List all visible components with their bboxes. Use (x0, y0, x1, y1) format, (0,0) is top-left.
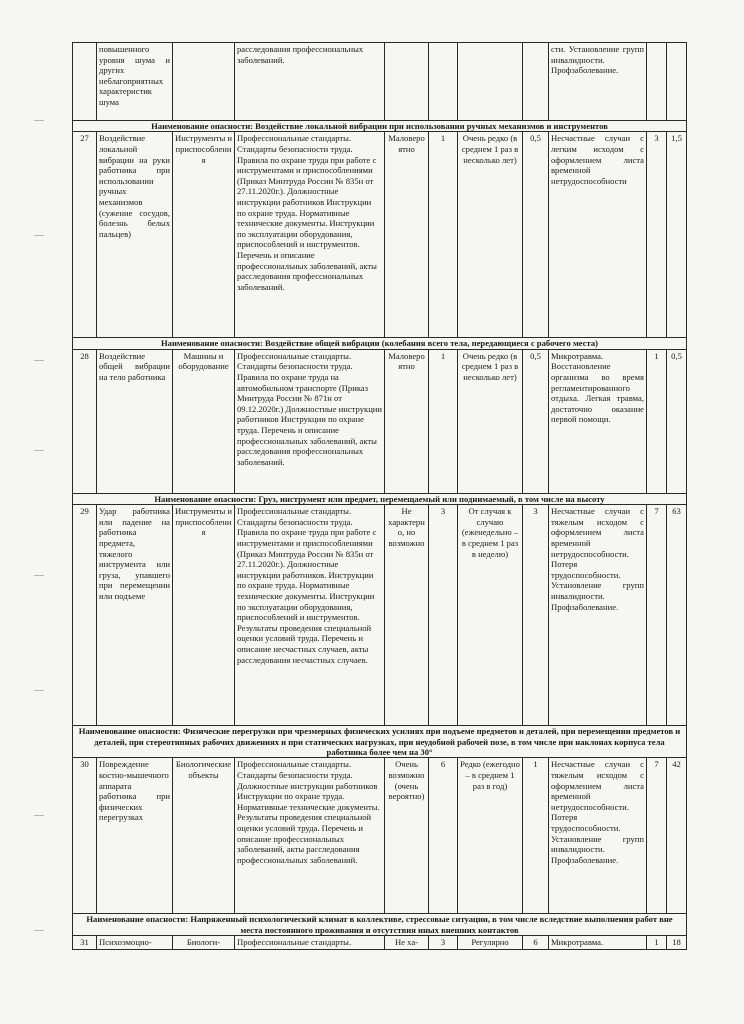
hazard-description: повышенного уровня шума и других неблагоприятных характеристик шума (97, 43, 173, 121)
frequency-score: 0,5 (523, 349, 549, 493)
control-measures: Профессиональные стандарты. Стандарты безопасности труда. Должностные инструкции работников Инструкции по охране труда. Нормативные технические документы. Результаты проведения специальной оценки условий труда. Перечень и описание профессиональных заболеваний, акты расследования профессиональных заболеваний. (235, 758, 385, 914)
control-measures: Профессиональные стандарты. (235, 936, 385, 950)
consequences: сти. Установление групп инвалидности. Профзаболевание. (549, 43, 647, 121)
control-measures: Профессиональные стандарты. Стандарты безопасности труда. Правила по охране труда на автомобильном транспорте (Приказ Минтруда России № 871н от 09.12.2020г.) Должностные инструкции работников Инструкции по охране труда. Перечень и описание профессиональных заболеваний, акты расследования профессиональных заболеваний. (235, 349, 385, 493)
hazard-section-heading (73, 726, 687, 758)
hazard-object (173, 43, 235, 121)
probability-score: 1 (429, 349, 458, 493)
probability-text: Маловероятно (385, 132, 429, 338)
probability-text: Маловероятно (385, 349, 429, 493)
hazard-section-heading (73, 493, 687, 504)
consequences: Несчастные случаи с легким исходом с оформлением листа временной нетрудоспособности (549, 132, 647, 338)
hazard-object: Инструменты и приспособления (173, 505, 235, 726)
probability-score: 3 (429, 505, 458, 726)
consequences: Несчастные случаи с тяжелым исходом с оформлением листа временной нетрудоспособности. Потеря трудоспособности. Установление групп инвалидности. Профзаболевание. (549, 758, 647, 914)
risk-score: 63 (667, 505, 687, 726)
risk-score: 42 (667, 758, 687, 914)
frequency-text: От случая к случаю (еженедельно – в среднем 1 раз в неделю) (458, 505, 523, 726)
probability-text: Очень возможно (очень вероятно) (385, 758, 429, 914)
hazard-section-heading (73, 914, 687, 936)
probability-score (429, 43, 458, 121)
hazard-description: Воздействие общей вибрации на тело работника (97, 349, 173, 493)
risk-score: 1,5 (667, 132, 687, 338)
row-number (73, 43, 97, 121)
hazard-section-heading-text: Наименование опасности: Физические перегрузки при чрезмерных физических усилиях при подъеме предметов и деталей, при перемещении предметов и деталей, при стереотипных рабочих движениях и при статических нагрузках, при неудобной рабочей позе, в том числе при наклонах корпуса тела работника более чем на 30° (73, 726, 687, 758)
table-row (73, 43, 687, 121)
frequency-text: Очень редко (в среднем 1 раз в несколько лет) (458, 132, 523, 338)
margin-mark (34, 690, 44, 691)
probability-text: Не ха- (385, 936, 429, 950)
consequences: Микротравма. (549, 936, 647, 950)
risk-score: 0,5 (667, 349, 687, 493)
hazard-section-heading-text: Наименование опасности: Воздействие общей вибрации (колебания всего тела, передающиеся с рабочего места) (73, 338, 687, 349)
hazard-section-heading-text: Наименование опасности: Воздействие локальной вибрации при использовании ручных механизмов и инструментов (73, 121, 687, 132)
row-number: 31 (73, 936, 97, 950)
frequency-text: Регулярно (458, 936, 523, 950)
hazard-section-heading-text: Наименование опасности: Груз, инструмент или предмет, перемещаемый или поднимаемый, в том числе на высоту (73, 493, 687, 504)
table-row (73, 349, 687, 493)
table-row (73, 936, 687, 950)
consequences: Несчастные случаи с тяжелым исходом с оформлением листа временной нетрудоспособности. Потеря трудоспособности. Установление групп инвалидности. Профзаболевание. (549, 505, 647, 726)
hazard-section-heading-text: Наименование опасности: Напряженный психологический климат в коллективе, стрессовые ситуации, в том числе вследствие выполнения работ вне места постоянного проживания и отсутствия иных внешних контактов (73, 914, 687, 936)
row-number: 28 (73, 349, 97, 493)
hazard-description: Воздействие локальной вибрации на руки работника при использовании ручных механизмов (сужение сосудов, болезнь белых пальцев) (97, 132, 173, 338)
severity-score: 1 (647, 349, 667, 493)
table-row (73, 132, 687, 338)
severity-score (647, 43, 667, 121)
hazard-section-heading (73, 121, 687, 132)
margin-mark (34, 815, 44, 816)
table-row (73, 758, 687, 914)
control-measures: Профессиональные стандарты. Стандарты безопасности труда. Правила по охране труда при работе с инструментами и приспособлениями (Приказ Минтруда России № 835н от 27.11.2020г.). Должностные инструкции работников Инструкции по охране труда. Нормативные технические документы. Инструкции по эксплуатации оборудования, приспособлений и инструментов. Перечень и описание профессиональных заболеваний, акты расследования профессиональных заболеваний. (235, 132, 385, 338)
probability-score: 6 (429, 758, 458, 914)
hazard-object: Биологические объекты (173, 758, 235, 914)
control-measures: Профессиональные стандарты. Стандарты безопасности труда. Правила по охране труда при работе с инструментами и приспособлениями (Приказ Минтруда России № 835н от 27.11.2020г.). Должностные инструкции работников. Инструкции по охране труда. Нормативные технические документы. Инструкции по эксплуатации оборудования, приспособлений и инструментов. Результаты проведения специальной оценки условий труда. Перечень и описание несчастных случаев, акты расследования несчастных случаев. (235, 505, 385, 726)
control-measures: расследования профессиональных заболеваний. (235, 43, 385, 121)
margin-mark (34, 450, 44, 451)
hazard-object: Биологи- (173, 936, 235, 950)
frequency-score (523, 43, 549, 121)
probability-score: 1 (429, 132, 458, 338)
hazard-description: Удар работника или падение на работника предмета, тяжелого инструмента или груза, упавшего при перемещении или подъеме (97, 505, 173, 726)
consequences: Микротравма. Восстановление организма во время регламентированного отдыха. Легкая травма, достаточно оказание первой помощи. (549, 349, 647, 493)
margin-mark (34, 360, 44, 361)
hazard-object: Инструменты и приспособления (173, 132, 235, 338)
hazard-description: Повреждение костно-мышечного аппарата работника при физических перегрузках (97, 758, 173, 914)
frequency-text: Редко (ежегодно – в среднем 1 раз в год) (458, 758, 523, 914)
hazard-description: Психоэмоцио- (97, 936, 173, 950)
margin-mark (34, 235, 44, 236)
hazard-section-heading (73, 338, 687, 349)
table-row (73, 505, 687, 726)
severity-score: 7 (647, 758, 667, 914)
margin-mark (34, 930, 44, 931)
row-number: 29 (73, 505, 97, 726)
frequency-score: 3 (523, 505, 549, 726)
table-body (73, 43, 687, 950)
margin-mark (34, 120, 44, 121)
frequency-text (458, 43, 523, 121)
severity-score: 3 (647, 132, 667, 338)
row-number: 27 (73, 132, 97, 338)
probability-text (385, 43, 429, 121)
probability-score: 3 (429, 936, 458, 950)
hazard-assessment-table (72, 42, 687, 950)
risk-score (667, 43, 687, 121)
hazard-object: Машины и оборудование (173, 349, 235, 493)
frequency-score: 1 (523, 758, 549, 914)
frequency-score: 0,5 (523, 132, 549, 338)
severity-score: 1 (647, 936, 667, 950)
margin-mark (34, 575, 44, 576)
risk-score: 18 (667, 936, 687, 950)
frequency-score: 6 (523, 936, 549, 950)
row-number: 30 (73, 758, 97, 914)
frequency-text: Очень редко (в среднем 1 раз в несколько лет) (458, 349, 523, 493)
probability-text: Не характерно, но возможно (385, 505, 429, 726)
severity-score: 7 (647, 505, 667, 726)
